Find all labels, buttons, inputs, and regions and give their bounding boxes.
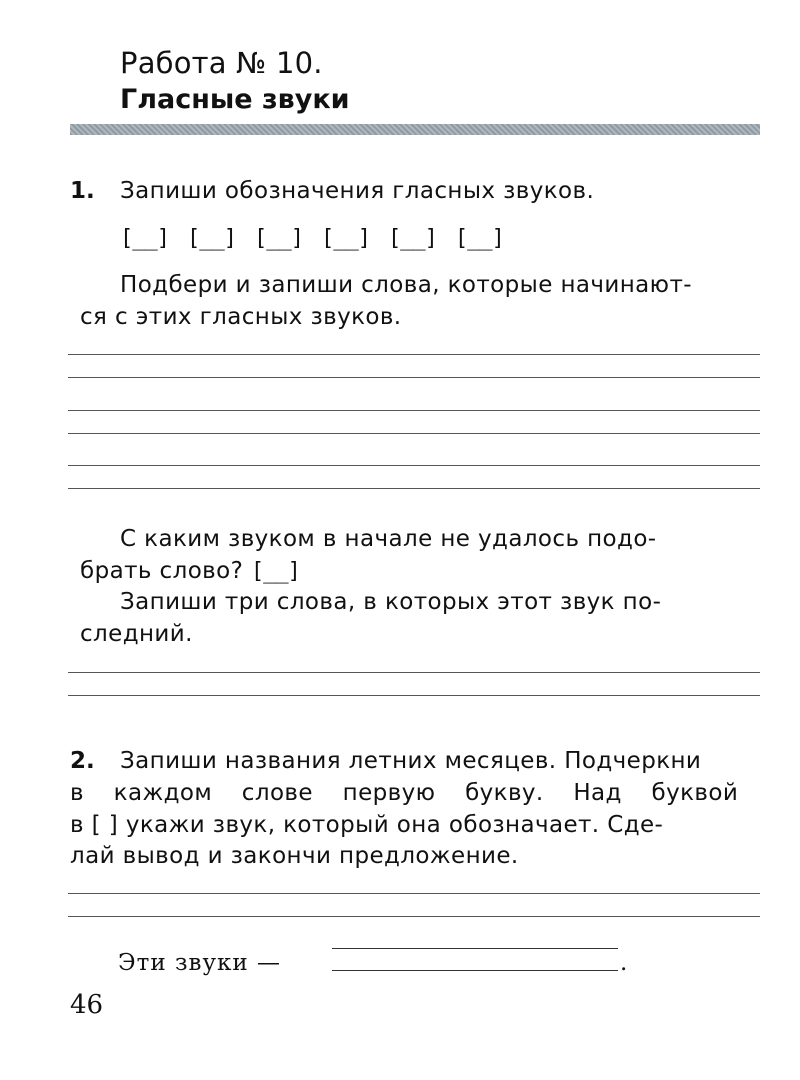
task2-line4: лай вывод и закончи предложение. — [70, 843, 519, 869]
task1-instruction: Запиши обозначения гласных звуков. — [120, 178, 595, 204]
sound-bracket-6[interactable]: [__] — [454, 226, 504, 251]
writing-line[interactable] — [68, 893, 760, 894]
task1-para2-line2: ся с этих гласных звуков. — [80, 304, 402, 330]
page-number: 46 — [70, 990, 104, 1020]
task2-line1: Запиши названия летних месяцев. Подчеркни — [120, 748, 702, 774]
writing-line[interactable] — [68, 465, 760, 466]
writing-line[interactable] — [68, 695, 760, 696]
conclusion-label: Эти звуки — — [118, 950, 282, 976]
writing-line[interactable] — [68, 672, 760, 673]
task2-number: 2. — [70, 748, 95, 774]
task1-number: 1. — [70, 178, 95, 204]
task1-para3-line2 — [80, 558, 300, 584]
writing-line[interactable] — [68, 916, 760, 917]
question-text: брать слово? — [80, 558, 244, 584]
writing-line[interactable] — [68, 433, 760, 434]
conclusion-period: . — [620, 950, 629, 976]
writing-line[interactable] — [68, 377, 760, 378]
work-title: Работа № 10. — [120, 46, 323, 80]
writing-line[interactable] — [68, 354, 760, 355]
writing-line[interactable] — [68, 488, 760, 489]
vowel-sound-brackets — [120, 226, 504, 251]
task1-para4-line2: следний. — [80, 621, 193, 647]
task1-para4-line1: Запиши три слова, в которых этот звук по- — [120, 589, 662, 615]
task1-para2-line1: Подбери и запиши слова, которые начинают- — [120, 272, 692, 298]
writing-line[interactable] — [68, 410, 760, 411]
sound-bracket-2[interactable]: [__] — [186, 226, 236, 251]
sound-bracket-1[interactable]: [__] — [120, 226, 169, 251]
conclusion-answer-line[interactable] — [332, 970, 618, 971]
sound-bracket-3[interactable]: [__] — [253, 226, 303, 251]
conclusion-answer-line[interactable] — [332, 948, 618, 949]
task2-line2: в каждом слове первую букву. Над буквой — [70, 780, 739, 806]
missing-sound-bracket[interactable]: [__] — [250, 559, 300, 584]
sound-bracket-4[interactable]: [__] — [320, 226, 370, 251]
sound-bracket-5[interactable]: [__] — [387, 226, 437, 251]
task2-line3: в [ ] укажи звук, который она обозначает. Сде- — [70, 812, 664, 838]
header-divider — [70, 124, 760, 135]
topic-title: Гласные звуки — [120, 84, 350, 115]
task1-para3-line1: С каким звуком в начале не удалось подо- — [120, 526, 657, 552]
